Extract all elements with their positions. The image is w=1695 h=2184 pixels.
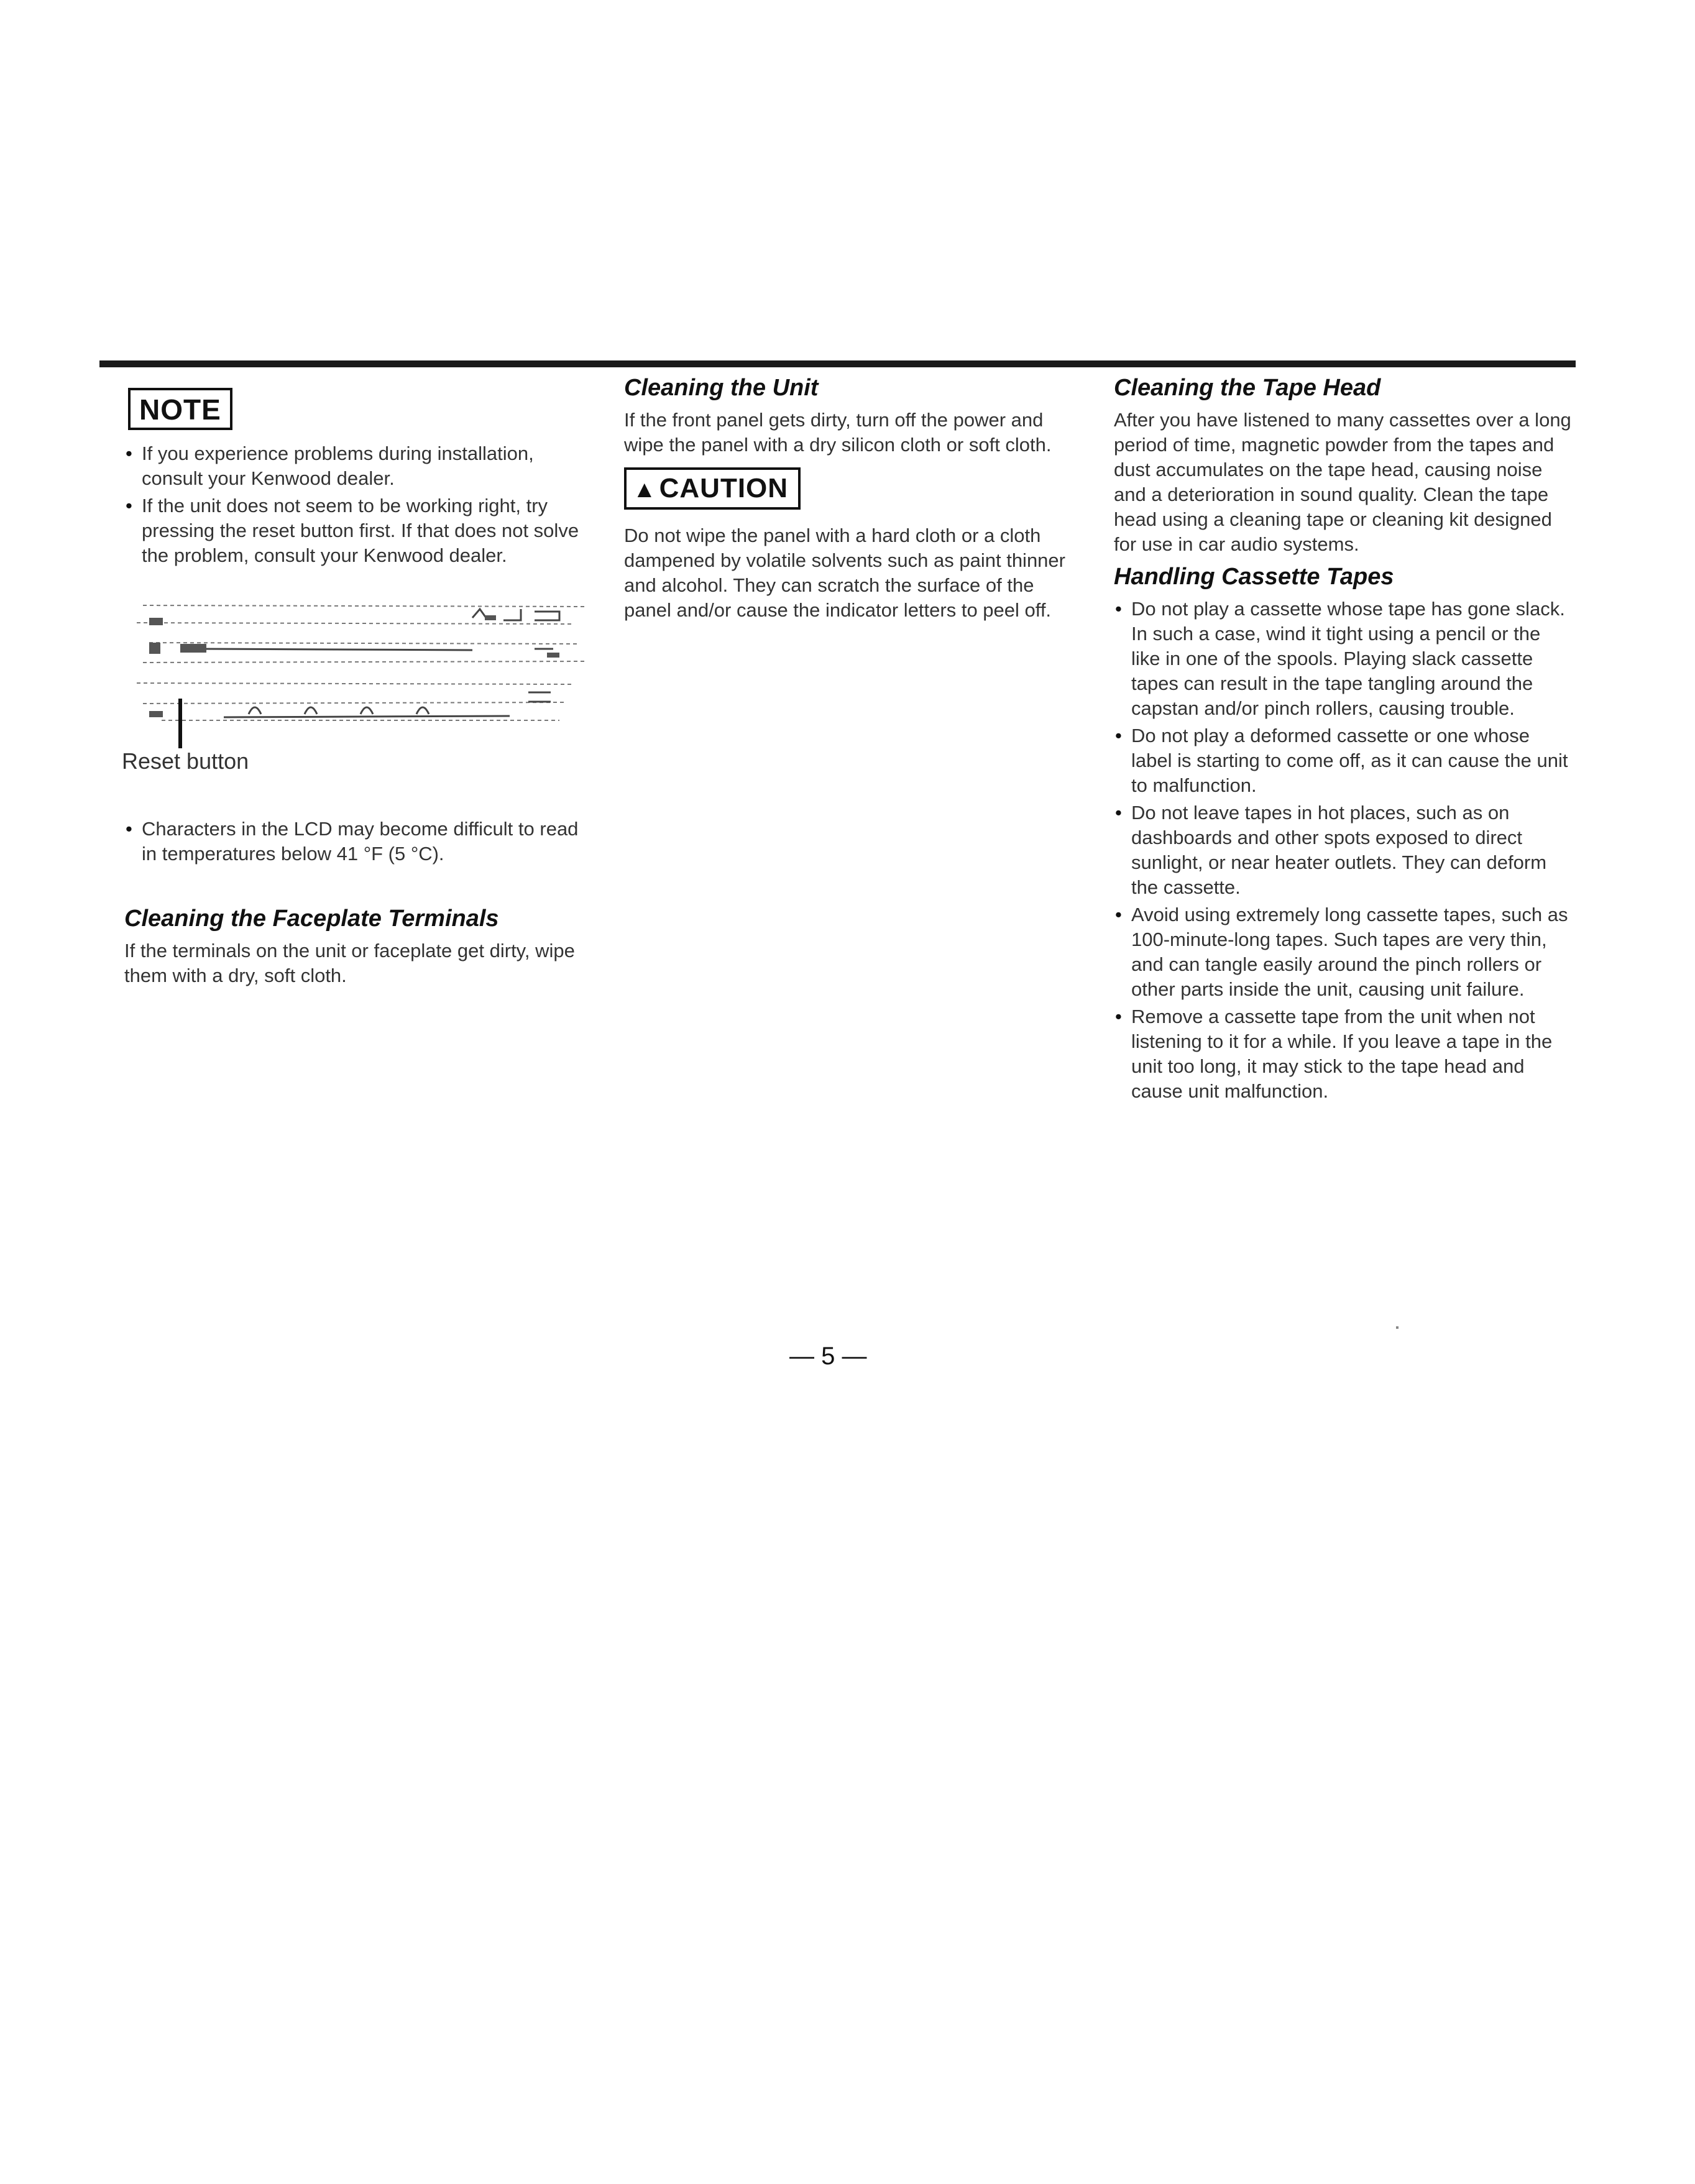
note-list <box>124 441 597 568</box>
note-label: NOTE <box>128 388 232 430</box>
lcd-note-list <box>124 817 597 866</box>
tape-head-heading: Cleaning the Tape Head <box>1114 375 1381 401</box>
faceplate-terminals-section <box>124 904 597 988</box>
note-bullet-2: • If the unit does not seem to be working right, try pressing the reset button first. If that does not solve the problem, consult your Kenwood dealer. <box>124 493 597 568</box>
faceplate-illustration <box>124 593 597 748</box>
handling-bullet-1: • Do not play a cassette whose tape has gone slack. In such a case, wind it tight using a pencil or the like in one of the spools. Playing slack cassette tapes can result in the tape tangling around the capstan and/or pinch rollers, causing trouble. <box>1114 597 1574 721</box>
handling-bullet-2: • Do not play a deformed cassette or one whose label is starting to come off, as it can cause the unit to malfunction. <box>1114 723 1574 798</box>
column-left <box>124 373 597 988</box>
column-right <box>1114 373 1574 1106</box>
warning-triangle-icon: ▲ <box>633 477 657 503</box>
cleaning-unit-heading: Cleaning the Unit <box>624 375 819 401</box>
faceplate-diagram <box>124 593 597 773</box>
page-number: — 5 — <box>789 1342 867 1370</box>
note-bullet-1: • If you experience problems during installation, consult your Kenwood dealer. <box>124 441 597 491</box>
handling-tapes-list <box>1114 597 1574 1104</box>
reset-button-callout: Reset button <box>122 748 249 774</box>
cleaning-unit-body: If the front panel gets dirty, turn off the power and wipe the panel with a dry silicon cloth or soft cloth. <box>624 409 1052 456</box>
tape-head-body: After you have listened to many cassettes over a long period of time, magnetic powder from the tapes and dust accumulates on the tape head, causing noise and a deterioration in sound quality. Clean the tape head using a cleaning tape or cleaning kit designed for use in car audio systems. <box>1114 409 1571 555</box>
caution-label: ▲CAUTION <box>624 467 801 510</box>
handling-bullet-4: • Avoid using extremely long cassette tapes, such as 100-minute-long tapes. Such tapes are very thin, and can tangle easily around the pinch rollers or other parts inside the unit, causing unit failure. <box>1114 902 1574 1002</box>
lcd-note: • Characters in the LCD may become difficult to read in temperatures below 41 °F (5 °C). <box>124 817 597 866</box>
handling-tapes-heading: Handling Cassette Tapes <box>1114 564 1394 590</box>
top-rule <box>99 360 1576 367</box>
handling-bullet-3: • Do not leave tapes in hot places, such as on dashboards and other spots exposed to direct sunlight, or near heater outlets. They can deform the cassette. <box>1114 801 1574 900</box>
faceplate-terminals-heading: Cleaning the Faceplate Terminals <box>124 906 499 932</box>
stray-mark <box>1396 1326 1399 1329</box>
caution-body: Do not wipe the panel with a hard cloth or a cloth dampened by volatile solvents such as paint thinner and alcohol. They can scratch the surface of the panel and/or cause the indicator letters to peel off. <box>624 525 1065 621</box>
column-middle <box>624 373 1072 623</box>
faceplate-terminals-body: If the terminals on the unit or faceplate get dirty, wipe them with a dry, soft cloth. <box>124 940 575 986</box>
handling-bullet-5: • Remove a cassette tape from the unit when not listening to it for a while. If you leave a tape in the unit too long, it may stick to the tape head and cause unit malfunction. <box>1114 1004 1574 1104</box>
